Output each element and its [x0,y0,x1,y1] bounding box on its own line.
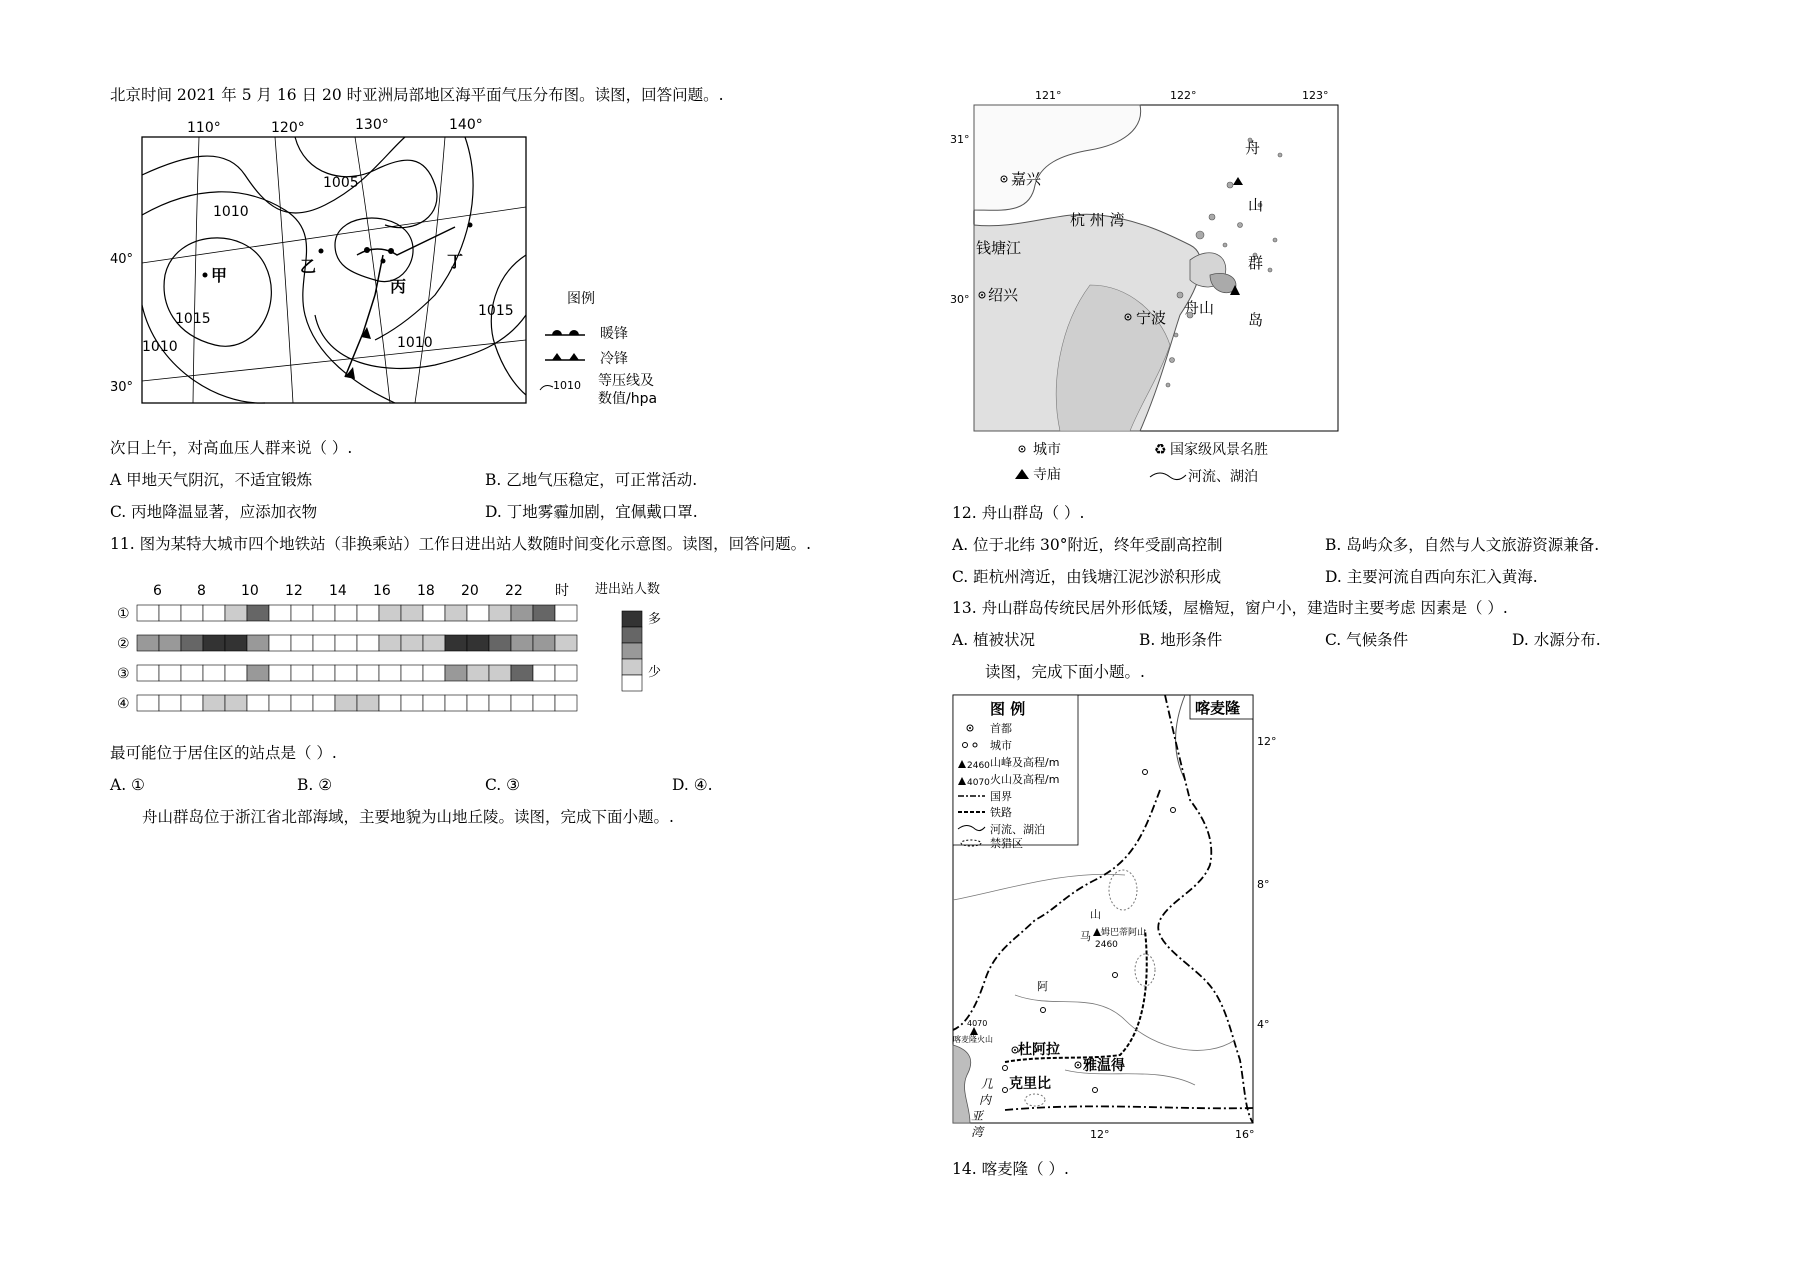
legend-cold: 冷锋 [600,351,628,367]
heat-cell [137,605,159,621]
legend-scenic: 国家级风景名胜 [1170,442,1268,458]
isobar-label: 1015 [478,303,514,319]
heat-cell [291,695,313,711]
heat-cell [137,665,159,681]
lat-label: 4° [1257,1018,1270,1031]
q13-option-c[interactable]: C. 气候条件 [1325,631,1409,649]
cameroon-map [945,690,1275,1150]
legend-temple: 寺庙 [1033,467,1061,483]
place-kribi: 克里比 [1009,1076,1051,1092]
heat-cell [401,695,423,711]
archipelago-char: 群 [1248,254,1264,272]
legend-border: 国界 [990,790,1012,803]
question-14: 14. 喀麦隆（ ）. [952,1160,1069,1178]
hour-label: 6 [153,583,162,599]
heat-cell [357,635,379,651]
hour-unit: 时 [555,583,569,599]
heat-cell [423,665,445,681]
heat-cell [291,605,313,621]
q10-option-c[interactable]: C. 丙地降温显著，应添加衣物 [110,503,318,521]
heat-cell [225,695,247,711]
hour-label: 20 [461,583,479,599]
legend-city: 城市 [1033,442,1061,458]
heat-cell [159,665,181,681]
gulf-char: 几 [981,1077,994,1091]
heat-cell [379,665,401,681]
heat-cell [203,695,225,711]
legend-river: 河流、湖泊 [990,823,1045,836]
heat-cell [159,635,181,651]
lon-label: 110° [187,120,221,136]
question-13: 13. 舟山群岛传统民居外形低矮，屋檐短，窗户小，建造时主要考虑 因素是（ ）. [952,599,1508,617]
heat-cell [335,695,357,711]
mountain-char: 阿 [1037,980,1048,993]
heat-cell [357,665,379,681]
station-label: ④ [117,696,130,712]
isobar-label: 1010 [213,204,249,220]
heat-cell [313,665,335,681]
legend-reserve: 禁猎区 [990,837,1023,850]
point-yi: 乙 [300,257,317,276]
point-bing: 丙 [390,277,407,296]
lat-label: 40° [110,252,134,267]
lat-label: 8° [1257,878,1270,891]
heat-cell [555,605,577,621]
map-title: 喀麦隆 [1195,699,1241,717]
lat-label: 31° [950,133,970,146]
heat-cell [379,695,401,711]
heat-cell [203,605,225,621]
q11-option-a[interactable]: A. ① [110,776,145,794]
heat-cell [555,635,577,651]
intro-cameroon: 读图，完成下面小题。. [985,663,1145,681]
hour-label: 22 [505,583,523,599]
question-10: 次日上午，对高血压人群来说（ ）. [110,439,353,457]
q12-option-a[interactable]: A. 位于北纬 30°附近，终年受副高控制 [952,536,1223,554]
heat-cell [357,605,379,621]
legend-more: 多 [648,612,662,627]
lat-label: 30° [950,293,970,306]
gulf-char: 湾 [971,1125,984,1139]
place-yaounde: 雅温得 [1083,1058,1125,1074]
heat-cell [247,635,269,651]
q11-option-c[interactable]: C. ③ [485,776,521,794]
archipelago-char: 山 [1248,196,1264,214]
legend-peak-value: 2460 [967,761,990,771]
q10-option-a[interactable]: A 甲地天气阴沉，不适宜锻炼 [110,471,313,489]
lon-label: 120° [271,120,305,136]
heat-cell [533,635,555,651]
heat-cell [401,665,423,681]
heat-cell [511,695,533,711]
station-label: ② [117,636,130,652]
place-douala: 杜阿拉 [1018,1042,1060,1058]
hour-label: 18 [417,583,435,599]
legend-volcano: 火山及高程/m [990,773,1060,786]
volcano-name: 喀麦隆火山 [953,1035,993,1044]
heat-cell [511,665,533,681]
pressure-map [110,115,675,415]
intro-zhoushan: 舟山群岛位于浙江省北部海域，主要地貌为山地丘陵。读图，完成下面小题。. [142,808,674,826]
place-hangzhou-bay: 杭 州 湾 [1070,211,1125,229]
point-ding: 丁 [447,252,464,271]
recycle-icon: ♻ [1154,442,1167,458]
q11-option-b[interactable]: B. ② [297,776,333,794]
intro-pressure-map: 北京时间 2021 年 5 月 16 日 20 时亚洲局部地区海平面气压分布图。读图，回答问题。. [110,86,724,104]
heat-cell [137,695,159,711]
heat-cell [203,665,225,681]
heat-cell [445,605,467,621]
q13-option-a[interactable]: A. 植被状况 [952,631,1036,649]
place-qiantang: 钱塘江 [976,239,1022,257]
heat-cell [247,665,269,681]
mountain-char: 山 [1090,908,1101,921]
archipelago-char: 岛 [1248,311,1264,329]
hour-label: 14 [329,583,347,599]
station-label: ① [117,606,130,622]
gulf-char: 亚 [971,1109,984,1123]
heat-cell [511,635,533,651]
legend-less: 少 [648,665,662,680]
heat-cell [555,665,577,681]
q13-option-b[interactable]: B. 地形条件 [1139,631,1223,649]
heat-cell [291,665,313,681]
place-ningbo: 宁波 [1136,309,1167,327]
heat-cell [181,635,203,651]
heat-cell [313,635,335,651]
heat-cell [181,665,203,681]
subway-chart [115,575,695,725]
isobar-label: 1015 [175,311,211,327]
legend-title: 图例 [567,291,595,307]
hour-label: 10 [241,583,259,599]
legend-volcano-value: 4070 [967,778,990,788]
heat-cell [489,605,511,621]
heat-cell [291,635,313,651]
heat-cell [137,635,159,651]
legend-isobar-1: 等压线及 [598,373,654,389]
lon-label: 121° [1035,89,1062,102]
legend-peak: 山峰及高程/m [990,756,1060,769]
heat-cell [225,635,247,651]
archipelago-char: 舟 [1245,139,1261,157]
heat-cell [445,665,467,681]
heat-cell [489,695,511,711]
q12-option-b[interactable]: B. 岛屿众多，自然与人文旅游资源兼备. [1325,536,1600,554]
heat-cell [511,605,533,621]
q12-option-c[interactable]: C. 距杭州湾近，由钱塘江泥沙淤积形成 [952,568,1222,586]
hour-label: 16 [373,583,391,599]
question-11-sub: 最可能位于居住区的站点是（ ）. [110,744,337,762]
legend-railway: 铁路 [990,806,1012,819]
isobar-label: 1010 [142,339,178,355]
lon-label: 140° [449,117,483,133]
lon-label: 123° [1302,89,1329,102]
question-11: 11. 图为某特大城市四个地铁站（非换乘站）工作日进出站人数随时间变化示意图。读图，回答问题。. [110,535,812,553]
legend-river: 河流、湖泊 [1188,469,1258,485]
heat-cell [445,695,467,711]
heat-cell [247,605,269,621]
heat-cell [225,605,247,621]
heat-cell [335,635,357,651]
heat-cell [533,665,555,681]
heat-cell [401,635,423,651]
heat-cell [489,635,511,651]
hour-label: 8 [197,583,206,599]
heat-cell [423,635,445,651]
heat-cell [533,695,555,711]
lon-label: 130° [355,117,389,133]
lon-label: 12° [1090,1128,1110,1141]
heat-cell [489,665,511,681]
heat-cell [401,605,423,621]
heat-cell [467,665,489,681]
gulf-char: 内 [979,1093,992,1107]
heat-cell [357,695,379,711]
peak-name: 姆巴蒂阿山 [1101,928,1147,938]
heat-cell [247,695,269,711]
legend-title: 进出站人数 [595,582,661,597]
heat-cell [379,635,401,651]
legend-isobar-value: 1010 [553,379,581,392]
mountain-char: 马 [1080,930,1091,943]
heat-cell [335,665,357,681]
question-12: 12. 舟山群岛（ ）. [952,504,1085,522]
lat-label: 30° [110,380,134,395]
heat-cell [159,695,181,711]
heat-cell [335,605,357,621]
heat-cell [181,695,203,711]
point-jia: 甲 [211,266,228,285]
q10-option-d[interactable]: D. 丁地雾霾加剧，宜佩戴口罩. [485,503,698,521]
heat-cell [467,695,489,711]
heat-cell [467,635,489,651]
heat-cell [379,605,401,621]
place-zhoushan: 舟山 [1184,299,1215,317]
heat-cell [423,695,445,711]
volcano-value: 4070 [967,1019,988,1028]
q11-option-d[interactable]: D. ④. [672,776,713,794]
heat-cell [533,605,555,621]
hour-label: 12 [285,583,303,599]
heat-cell [269,635,291,651]
heat-cell [467,605,489,621]
heat-cell [423,605,445,621]
lon-label: 16° [1235,1128,1255,1141]
lon-label: 122° [1170,89,1197,102]
legend-isobar-2: 数值/hpa [598,391,658,407]
q10-option-b[interactable]: B. 乙地气压稳定，可正常活动. [485,471,698,489]
q12-option-d[interactable]: D. 主要河流自西向东汇入黄海. [1325,568,1538,586]
place-jiaxing: 嘉兴 [1011,170,1042,188]
q13-option-d[interactable]: D. 水源分布. [1512,631,1601,649]
legend-warm: 暖锋 [600,326,628,342]
heat-cell [225,665,247,681]
station-label: ③ [117,666,130,682]
lat-label: 12° [1257,735,1277,748]
heat-cell [159,605,181,621]
heat-cell [313,695,335,711]
place-shaoxing: 绍兴 [988,286,1019,304]
heat-cell [269,605,291,621]
heat-cell [269,665,291,681]
isobar-label: 1005 [323,175,359,191]
heat-cell [181,605,203,621]
zhoushan-map [940,85,1360,495]
heat-cell [313,605,335,621]
legend-title: 图 例 [990,700,1026,718]
heat-cell [203,635,225,651]
heat-cell [555,695,577,711]
heat-cell [445,635,467,651]
isobar-label: 1010 [397,335,433,351]
peak-value: 2460 [1095,940,1118,950]
heat-cell [269,695,291,711]
legend-city: 城市 [990,739,1012,752]
legend-capital: 首都 [990,722,1012,735]
